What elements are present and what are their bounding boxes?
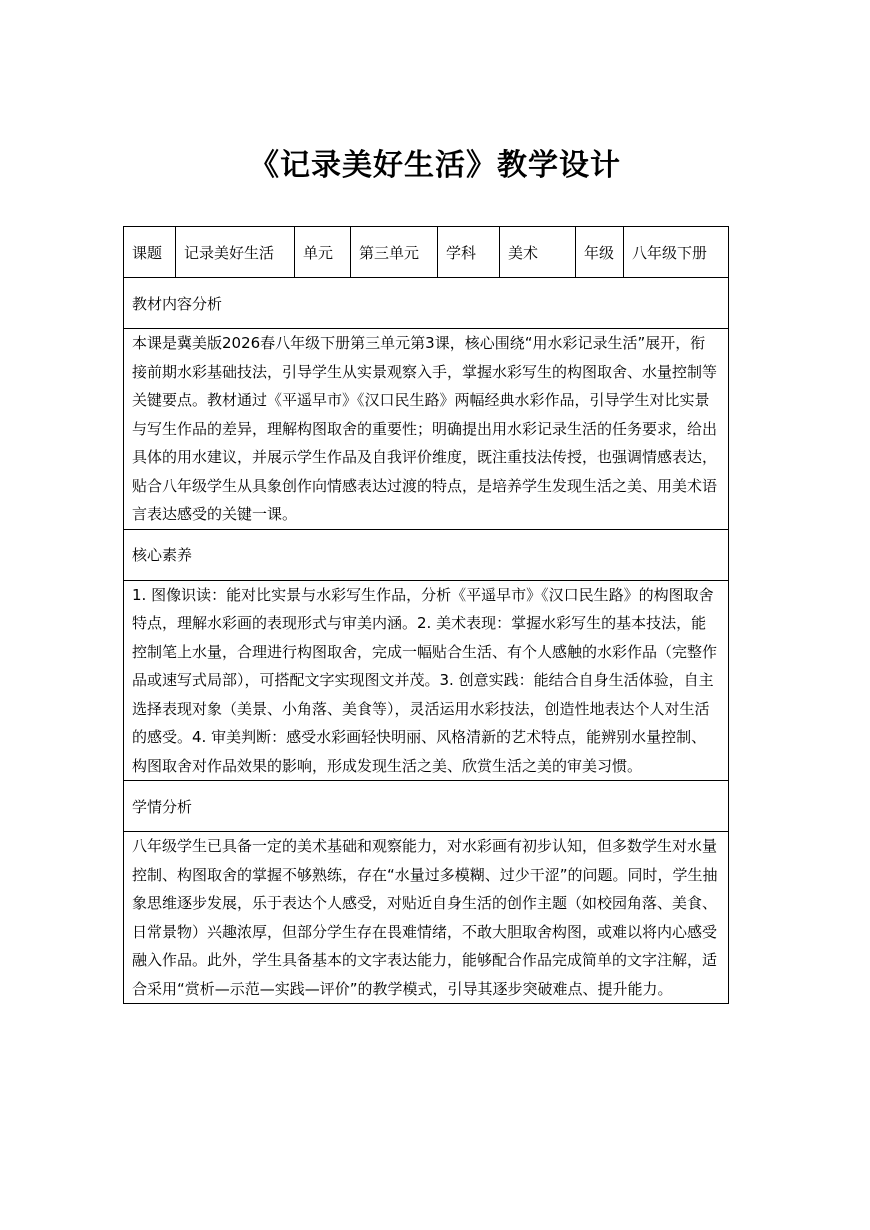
course-label: 课题 (124, 227, 176, 278)
section-body-row (124, 580, 729, 781)
meta-row (124, 227, 729, 278)
course-value: 记录美好生活 (176, 227, 295, 278)
section-body-textbook: 本课是冀美版2026春八年级下册第三单元第3课，核心围绕“用水彩记录生活”展开，衔接前期水彩基础技法，引导学生从实景观察入手，掌握水彩写生的构图取舍、水量控制等关键要点。教材通过《平遥早市》《汉口民生路》两幅经典水彩作品，引导学生对比实景与写生作品的差异，理解构图取舍的重要性；明确提出用水彩记录生活的任务要求，给出具体的用水建议，并展示学生作品及自我评价维度，既注重技法传授，也强调情感表达，贴合八年级学生从具象创作向情感表达过渡的特点，是培养学生发现生活之美、用美术语言表达感受的关键一课。 (124, 329, 729, 530)
unit-value: 第三单元 (351, 227, 438, 278)
section-body-row (124, 329, 729, 530)
section-heading-row (124, 781, 729, 832)
section-body-learner-analysis: 八年级学生已具备一定的美术基础和观察能力，对水彩画有初步认知，但多数学生对水量控制、构图取舍的掌握不够熟练，存在“水量过多模糊、过少干涩”的问题。同时，学生抽象思维逐步发展，乐于表达个人感受，对贴近自身生活的创作主题（如校园角落、美食、日常景物）兴趣浓厚，但部分学生存在畏难情绪，不敢大胆取舍构图，或难以将内心感受融入作品。此外，学生具备基本的文字表达能力，能够配合作品完成简单的文字注解，适合采用“赏析—示范—实践—评价”的教学模式，引导其逐步突破难点、提升能力。 (124, 832, 729, 1004)
section-heading-row (124, 529, 729, 580)
lesson-plan-table (123, 226, 729, 1004)
section-heading-row (124, 278, 729, 329)
section-heading-learner-analysis: 学情分析 (124, 781, 729, 832)
subject-label: 学科 (438, 227, 500, 278)
section-body-row (124, 832, 729, 1004)
grade-value: 八年级下册 (624, 227, 729, 278)
section-heading-core-literacy: 核心素养 (124, 529, 729, 580)
unit-label: 单元 (295, 227, 351, 278)
section-heading-textbook: 教材内容分析 (124, 278, 729, 329)
section-body-core-literacy: 1. 图像识读：能对比实景与水彩写生作品，分析《平遥早市》《汉口民生路》的构图取舍特点，理解水彩画的表现形式与审美内涵。2. 美术表现：掌握水彩写生的基本技法，能控制笔上水量，合理进行构图取舍，完成一幅贴合生活、有个人感触的水彩作品（完整作品或速写式局部），可搭配文字实现图文并茂。3. 创意实践：能结合自身生活体验，自主选择表现对象（美景、小角落、美食等），灵活运用水彩技法，创造性地表达个人对生活的感受。4. 审美判断：感受水彩画轻快明丽、风格清新的艺术特点，能辨别水量控制、构图取舍对作品效果的影响，形成发现生活之美、欣赏生活之美的审美习惯。 (124, 580, 729, 781)
grade-label: 年级 (576, 227, 624, 278)
document-title: 《记录美好生活》教学设计 (249, 148, 621, 183)
subject-value: 美术 (500, 227, 576, 278)
